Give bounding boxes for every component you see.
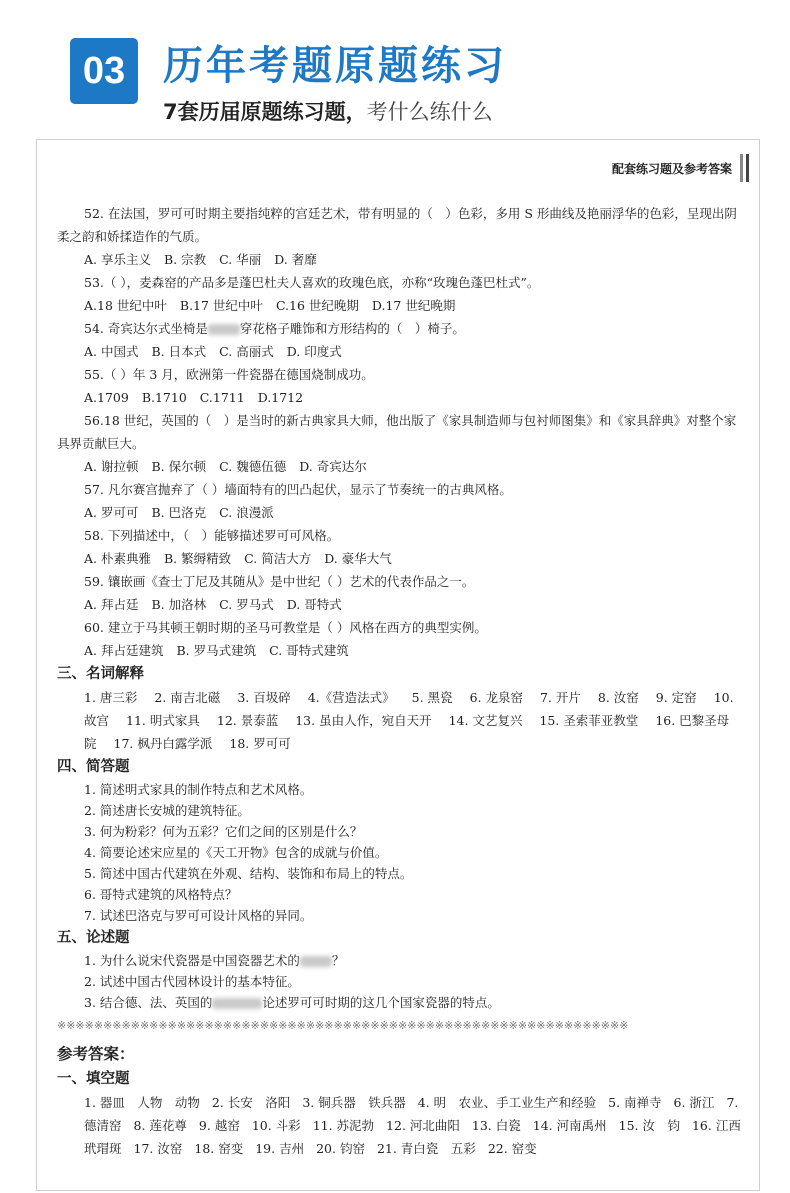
section-title-essay: 五、论述题 (57, 930, 130, 946)
options-57: A. 罗可可 B. 巴洛克 C. 浪漫派 (84, 505, 274, 520)
question-56: 56.18 世纪，英国的（ ）是当时的新古典家具大师，他出版了《家具制造师与包衬师图集》和《家具辞典》对整个家具界贡献巨大。 (57, 413, 737, 451)
short-answer-2: 2. 简述唐长安城的建筑特征。 (84, 803, 250, 818)
essay-2: 2. 试述中国古代园林设计的基本特征。 (84, 974, 300, 989)
subtitle-rest: 考什么练什么 (366, 100, 493, 124)
exercise-sheet (36, 139, 760, 1191)
question-57: 57. 凡尔赛宫抛弃了（ ）墙面特有的凹凸起伏，显示了节奏统一的古典风格。 (84, 482, 512, 497)
subtitle-bold: 7套历届原题练习题， (163, 100, 367, 124)
essay-1: 1. 为什么说宋代瓷器是中国瓷器艺术的 ？ (84, 953, 345, 968)
sheet-content (57, 202, 754, 1160)
options-55: A.1709 B.1710 C.1711 D.1712 (84, 390, 304, 405)
short-answer-3: 3. 何为粉彩？何为五彩？它们之间的区别是什么？ (84, 824, 363, 839)
options-60: A. 拜占廷建筑 B. 罗马式建筑 C. 哥特式建筑 (84, 643, 349, 658)
options-52: A. 享乐主义 B. 宗教 C. 华丽 D. 奢靡 (84, 252, 317, 267)
options-59: A. 拜占廷 B. 加洛林 C. 罗马式 D. 哥特式 (84, 597, 342, 612)
section-number-badge: 03 (70, 38, 138, 104)
section-title-short-answer: 四、简答题 (57, 759, 130, 775)
header-bars-decoration (740, 154, 749, 182)
question-60: 60. 建立于马其顿王朝时期的圣马可教堂是（ ）风格在西方的典型实例。 (84, 620, 487, 635)
sheet-header (612, 154, 749, 182)
divider-line: ※※※※※※※※※※※※※※※※※※※※※※※※※※※※※※※※※※※※※※※※※※※※※※※※※※※※※※※※※※※※※※ (57, 1019, 629, 1032)
answers-title: 参考答案： (57, 1045, 135, 1063)
question-52: 52. 在法国，罗可可时期主要指纯粹的宫廷艺术，带有明显的（ ）色彩，多用 S 形曲线及艳丽浮华的色彩，呈现出阴柔之韵和娇揉造作的气质。 (57, 206, 737, 244)
options-56: A. 谢拉顿 B. 保尔顿 C. 魏德伍德 D. 奇宾达尔 (84, 459, 367, 474)
fill-answers: 1. 器皿 人物 动物 2. 长安 洛阳 3. 铜兵器 铁兵器 4. 明 农业、手工业生产和经验 5. 南禅寺 6. 浙江 7. 德清窑 8. 莲花尊 9. 越窑 10. 斗彩 11. 苏泥勃 12. 河北曲阳 13. 白瓷 14. 河南禹州 15. 汝 钧 16. 江西 玳瑁斑 17. 汝窑 18. 窑变 19. 吉州 20. 钧窑 21. 青白瓷 五彩 22. 窑变 (84, 1095, 754, 1156)
blurred-text (300, 956, 332, 967)
question-55: 55.（ ）年 3 月，欧洲第一件瓷器在德国烧制成功。 (84, 367, 374, 382)
blurred-text (208, 324, 240, 335)
short-answer-7: 7. 试述巴洛克与罗可可设计风格的异同。 (84, 908, 313, 923)
short-answer-4: 4. 简要论述宋应星的《天工开物》包含的成就与价值。 (84, 845, 388, 860)
terms-list: 1. 唐三彩 2. 南吉北磁 3. 百圾碎 4.《营造法式》 5. 黑瓷 6. 龙泉窑 7. 开片 8. 汝窑 9. 定窑 10. 故宫 11. 明式家具 12. 景泰蓝 13. 虽由人作，宛自天开 14. 文艺复兴 15. 圣索菲亚教堂 16. 巴黎圣母院 17. 枫丹白露学派 18. 罗可可 (84, 690, 734, 751)
question-53: 53.（ ），麦森窑的产品多是蓬巴杜夫人喜欢的玫瑰色底，亦称“玫瑰色蓬巴杜式”。 (84, 275, 540, 290)
options-58: A. 朴素典雅 B. 繁缛精致 C. 简洁大方 D. 豪华大气 (84, 551, 392, 566)
options-53: A.18 世纪中叶 B.17 世纪中叶 C.16 世纪晚期 D.17 世纪晚期 (84, 298, 456, 313)
answers-subtitle: 一、填空题 (57, 1071, 130, 1087)
sheet-header-label: 配套练习题及参考答案 (611, 161, 732, 176)
page-subtitle (163, 96, 493, 126)
section-title-terms: 三、名词解释 (57, 666, 144, 682)
short-answer-1: 1. 简述明式家具的制作特点和艺术风格。 (84, 782, 313, 797)
short-answer-5: 5. 简述中国古代建筑在外观、结构、装饰和布局上的特点。 (84, 866, 413, 881)
options-54: A. 中国式 B. 日本式 C. 高丽式 D. 印度式 (84, 344, 342, 359)
short-answer-6: 6. 哥特式建筑的风格特点？ (84, 887, 238, 902)
question-54: 54. 奇宾达尔式坐椅是 穿花格子雕饰和方形结构的（ ）椅子。 (84, 321, 465, 336)
question-58: 58. 下列描述中，（ ）能够描述罗可可风格。 (84, 528, 340, 543)
question-59: 59. 镶嵌画《查士丁尼及其随从》是中世纪（ ）艺术的代表作品之一。 (84, 574, 475, 589)
page-title: 历年考题原题练习 (163, 43, 507, 89)
essay-3: 3. 结合德、法、英国的 论述罗可可时期的这几个国家瓷器的特点。 (84, 995, 500, 1010)
blurred-text (212, 998, 262, 1009)
